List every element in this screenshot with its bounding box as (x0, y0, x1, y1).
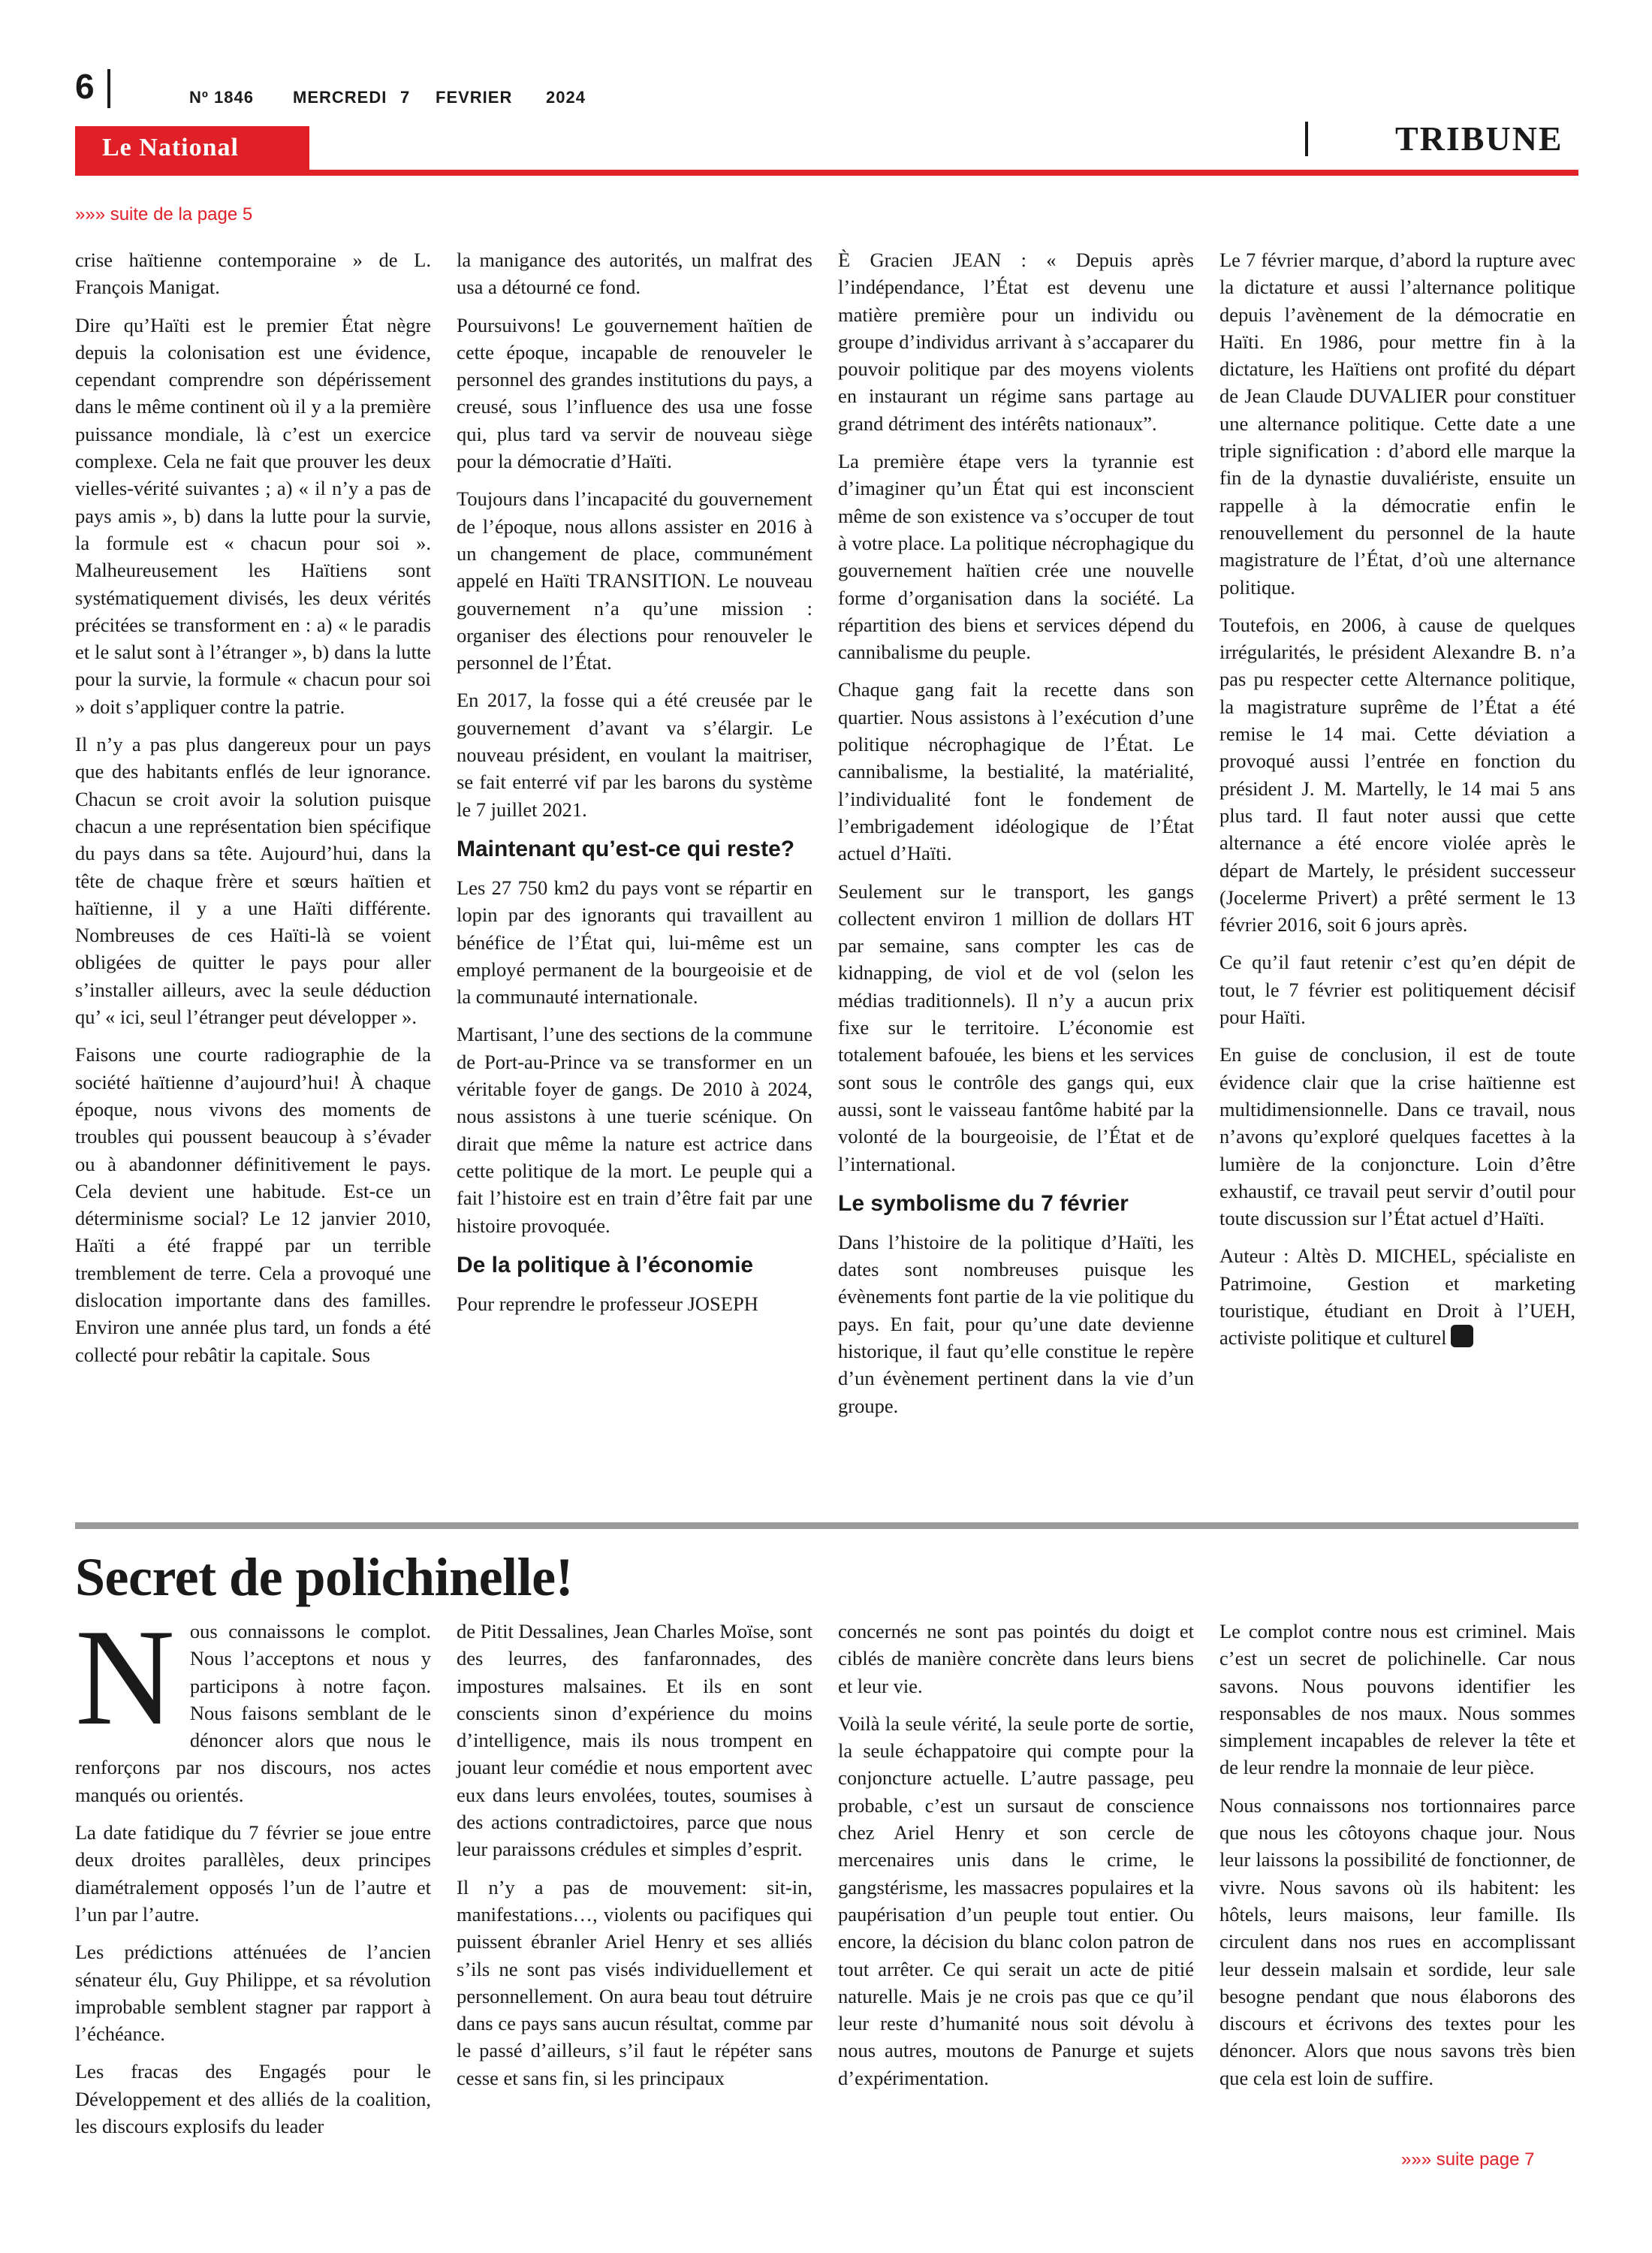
paragraph: de Pitit Dessalines, Jean Charles Moïse, sont des leurres, des fanfaronnades, des impostures malsaines. Et ils en sont conscients sinon d’expérience du moins d’intelligence, mais ils nous trompent en jouant leur comédie et nous emportent avec eux dans leurs envolées, toutes, soumises à des actions contradictoires, parce que nous leur paraissons crédules et simples d’esprit. (457, 1620, 812, 1861)
issue-day: 7 (400, 88, 411, 107)
paragraph: Le complot contre nous est criminel. Mais c’est un secret de polichinelle. Car nous savons. Nous pouvons identifier les responsables de nos maux. Nous sommes simplement incapables de relever la tête et de leur rendre la monnaie de leur pièce. (1219, 1620, 1575, 1779)
issue-month: FEVRIER (436, 88, 513, 107)
article2-column-4 (1219, 1618, 1575, 2102)
paragraph: Il n’y a pas plus dangereux pour un pays que des habitants enflés de leur ignorance. Chacun se croit avoir la solution puisque chacun a une représentation bien spécifique du pays dans sa tête. Aujourd’hui, dans la tête de chaque frère et sœurs haïtien et haïtienne, il y a une Haïti différente. Nombreuses de ces Haïti-là se voient obligées de quitter le pays pour aller s’installer ailleurs, avec la seule déduction qu’ « ici, seul l’étranger peut développer ». (75, 733, 431, 1029)
article1-column-4 (1219, 246, 1575, 1362)
continued-to-link[interactable]: »»» suite page 7 (1401, 2149, 1535, 2170)
article1-column-3 (838, 246, 1194, 1430)
paragraph: Seulement sur le transport, les gangs collectent environ 1 million de dollars HT par semaine, sans compter les cas de kidnapping, de viol et de vol (selon les médias traditionnels). Il n’y a aucun prix fixe sur le territoire. L’économie est totalement bafouée, les biens et les services sont sous le contrôle des gangs qui, eux aussi, sont le vaisseau fantôme habité par la volonté de la bourgeoisie, de l’État et de l’international. (838, 879, 1194, 1175)
paragraph: La date fatidique du 7 février se joue entre deux droites parallèles, deux principes diamétralement opposés l’un de l’autre et l’un par l’autre. (75, 1821, 431, 1926)
subheading: De la politique à l’économie (457, 1252, 754, 1277)
paragraph: Il n’y a pas de mouvement: sit-in, manifestations…, violents ou pacifiques qui puissent ébranler Ariel Henry et ses alliés s’ils ne sont pas visés individuellement et personnellement. On aura beau tout détruire dans ce pays sans aucun résultat, comme par le passé d’ailleurs, s’il faut le répéter sans cesse et sans fin, si les principaux (457, 1875, 812, 2089)
drop-cap: N (75, 1600, 175, 1754)
header-rule (75, 170, 1578, 176)
issue-weekday: MERCREDI (293, 88, 387, 107)
author-credit (1219, 1242, 1575, 1351)
paragraph: La première étape vers la tyrannie est d’imaginer qu’un État qui est inconscient même de son existence va s’occuper de tout à votre place. La politique nécrophagique du gouvernement haïtien crée une nouvelle forme d’organisation dans la société. La répartition des biens et services dépend du cannibalisme du peuple. (838, 450, 1194, 664)
article2-column-2 (457, 1618, 812, 2102)
paragraph: la manigance des autorités, un malfrat des usa a détourné ce fond. (457, 249, 812, 299)
paragraph: Toutefois, en 2006, à cause de quelques irrégularités, le président Alexandre B. n’a pas pu respecter cette Alternance politique, la magistrature suprême de l’État a été remise le 14 mai. Cette déviation a provoqué aussi l’entrée en fonction du président J. M. Martelly, le 14 mai 5 ans plus tard. Il faut noter aussi que cette alternance a été encore violée après le départ de Martely, le président successeur (Jocelerme Privert) a prêté serment le 13 février 2016, soit 6 jours après. (1219, 613, 1575, 936)
paragraph: Le 7 février marque, d’abord la rupture avec la dictature et aussi l’alternance politique depuis l’avènement de la démocratie en Haïti. En 1986, pour mettre fin à la dictature, les Haïtiens ont profité du départ de Jean Claude DUVALIER pour constituer une alternance politique. Cette date a une triple signification : d’abord elle marque la fin de la dynastie duvaliériste, ensuite un rappelle à la démocratie enfin le renouvellement du personnel de la haute magistrature de l’État, d’où une alternance politique. (1219, 249, 1575, 599)
paragraph: Les fracas des Engagés pour le Développement et des alliés de la coalition, les discours explosifs du leader (75, 2060, 431, 2138)
article-title: Secret de polichinelle! (75, 1547, 574, 1607)
continued-from-link[interactable]: »»» suite de la page 5 (75, 204, 253, 225)
article1-column-1 (75, 246, 431, 1379)
section-divider (1305, 122, 1308, 156)
section-title: TRIBUNE (1395, 119, 1563, 158)
page-number-divider (107, 69, 110, 108)
paragraph: crise haïtienne contemporaine » de L. François Manigat. (75, 249, 431, 299)
paragraph: En 2017, la fosse qui a été creusée par le gouvernement d’avant va s’élargir. Le nouveau président, en voulant la maitriser, se fait enterré vif par les barons du système le 7 juillet 2021. (457, 689, 812, 821)
subheading: Maintenant qu’est-ce qui reste? (457, 836, 795, 861)
lead-paragraph (75, 1600, 431, 1808)
paragraph: Faisons une courte radiographie de la société haïtienne d’aujourd’hui! À chaque époque, nous vivons des moments de troubles qui poussent beaucoup à s’évader ou à abandonner définitivement le pays. Cela devient une habitude. Est-ce un déterminisme social? Le 12 janvier 2010, Haïti a été frappé par un terrible tremblement de terre. Cela a provoqué une dislocation importante dans des familles. Environ une année plus tard, un fonds a été collecté pour rebâtir la capitale. Sous (75, 1043, 431, 1366)
paragraph: Les prédictions atténuées de l’ancien sénateur élu, Guy Philippe, et sa révolution improbable semblent stagner par rapport à l’échéance. (75, 1941, 431, 2046)
paragraph: En guise de conclusion, il est de toute évidence clair que la crise haïtienne est multidimensionnelle. Dans ce travail, nous n’avons qu’exploré quelques facettes à la lumière de la conjoncture. Loin d’être exhaustif, ce travail peut servir d’outil pour toute discussion sur l’État actuel d’Haïti. (1219, 1043, 1575, 1230)
paragraph: Dire qu’Haïti est le premier État nègre depuis la colonisation est une évidence, cependant comprendre son dépérissement dans le même continent où il y a la première puissance mondiale, là c’est un exercice complexe. Cela ne fait que prouver les deux vielles-vérité suivantes ; a) « il n’y a pas de pays amis », b) dans la lutte pour la survie, la formule est « chacun pour soi ». Malheureusement les Haïtiens sont systématiquement divisés, les deux vérités précitées se transforment en : a) « le paradis et le salut sont à l’étranger », b) dans la lutte pour la survie, la formule « chacun pour soi » doit s’appliquer contre la patrie. (75, 313, 431, 718)
subheading: Le symbolisme du 7 février (838, 1190, 1129, 1216)
paragraph: Ce qu’il faut retenir c’est qu’en dépit de tout, le 7 février est politiquement décisif pour Haïti. (1219, 951, 1575, 1029)
paragraph: Pour reprendre le professeur JOSEPH (457, 1292, 758, 1315)
paragraph: Martisant, l’une des sections de la commune de Port-au-Prince va se transformer en un véritable foyer de gangs. De 2010 à 2024, nous assistons à une tuerie scénique. On dirait que même la nature est actrice dans cette politique de la mort. Le peuple qui a fait l’histoire est en train d’être fait par une histoire provoquée. (457, 1023, 812, 1237)
article-divider (75, 1522, 1578, 1529)
paragraph: Voilà la seule vérité, la seule porte de sortie, la seule échappatoire qui compte pour la conjoncture actuelle. L’autre passage, peu probable, c’est un sursaut de conscience chez Ariel Henry et son cercle de mercenaires unis dans le crime, le gangstérisme, les massacres populaires et la paupérisation d’un peuple tout entier. Ou encore, la décision du blanc colon patron de tout arrêter. Ce qui serait un acte de pitié naturelle. Mais je ne crois pas que ce qu’il leur reste d’humanité nous soit dévolu à nous autres, moutons de Panurge et sujets d’expérimentation. (838, 1712, 1194, 2089)
issue-number: Nº 1846 (189, 88, 254, 107)
paragraph: Poursuivons! Le gouvernement haïtien de cette époque, incapable de renouveler le personnel des grandes institutions du pays, a creusé, sous l’influence des usa une fosse qui, plus tard va servir de nouveau siège pour la démocratie d’Haïti. (457, 313, 812, 473)
paragraph: concernés ne sont pas pointés du doigt et ciblés de manière concrète dans leurs biens et leur vie. (838, 1620, 1194, 1697)
paragraph: Dans l’histoire de la politique d’Haïti, les dates sont nombreuses puisque les évènements font partie de la vie politique du pays. En fait, pour qu’une date devienne historique, il faut qu’elle constitue le repère d’un évènement pertinent dans la vie d’un groupe. (838, 1230, 1194, 1417)
article2-column-3 (838, 1618, 1194, 2102)
paragraph: È Gracien JEAN : « Depuis après l’indépendance, l’État est devenu une matière première pour un individu ou groupe d’individus arrivant à s’accaparer du pouvoir politique par des moyens violents en instaurant un régime sans partage au grand détriment des intérêts nationaux”. (838, 249, 1194, 435)
paragraph: Toujours dans l’incapacité du gouvernement de l’époque, nous allons assister en 2016 à un changement de place, communément appelé en Haïti TRANSITION. Le nouveau gouvernement n’a qu’une mission : organiser des élections pour renouveler le personnel de l’État. (457, 487, 812, 674)
page-number: 6 (75, 67, 95, 106)
newspaper-brand: Le National (102, 134, 239, 161)
article2-column-1 (75, 1600, 431, 2150)
end-of-article-icon (1451, 1325, 1473, 1347)
paragraph: Les 27 750 km2 du pays vont se répartir en lopin par des ignorants qui travaillent au bénéfice de l’État qui, lui-même est un employé permanent de la bourgeoisie et de la communauté internationale. (457, 876, 812, 1009)
lead-text: ous connaissons le complot. Nous l’acceptons et nous y participons à notre façon. Nous faisons semblant de le dénoncer alors que nous le renforçons par nos discours, nos actes manqués ou orientés. (75, 1620, 431, 1806)
paragraph: Chaque gang fait la recette dans son quartier. Nous assistons à l’exécution d’une politique nécrophagique de l’État. Le cannibalisme, la bestialité, la matérialité, l’individualité font le fondement de l’embrigadement idéologique de l’État actuel d’Haïti. (838, 678, 1194, 865)
author-text: Auteur : Altès D. MICHEL, spécialiste en Patrimoine, Gestion et marketing touristique, étudiant en Droit à l’UEH, activiste politique et culturel (1219, 1244, 1575, 1350)
article1-column-2 (457, 246, 812, 1328)
paragraph: Nous connaissons nos tortionnaires parce que nous les côtoyons chaque jour. Nous leur laissons la possibilité de fonctionner, de vivre. Nous savons où ils habitent: les hôtels, leurs maisons, leur famille. Ils circulent dans nos rues en accomplissant leur dessein malsain et sordide, leur sale besogne pendant que nous élaborons des discours et écrivons des textes pour les dénoncer. Alors que nous savons très bien que cela est loin de suffire. (1219, 1793, 1575, 2089)
issue-year: 2024 (546, 88, 586, 107)
